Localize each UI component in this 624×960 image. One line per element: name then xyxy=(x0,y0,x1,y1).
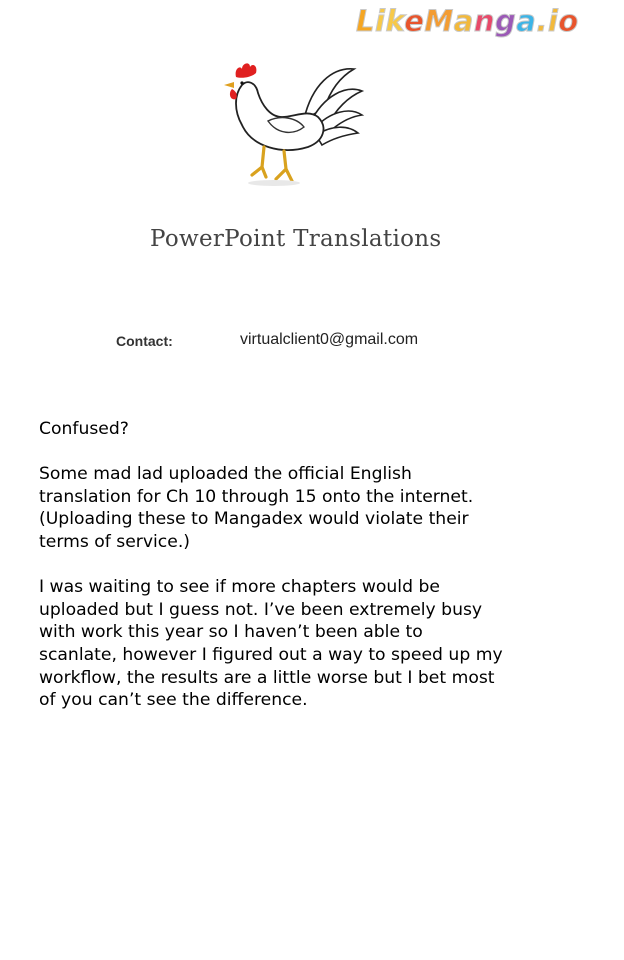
contact-email: virtualclient0@gmail.com xyxy=(240,331,419,348)
watermark-letter: g xyxy=(494,4,517,38)
brand-name: PowerPoint Translations xyxy=(150,226,442,252)
site-watermark xyxy=(356,4,618,44)
paragraph-line: translation for Ch 10 through 15 onto the internet. xyxy=(39,486,474,507)
paragraph-line: (Uploading these to Mangadex would violate their xyxy=(39,509,469,530)
paragraph-line: of you can’t see the difference. xyxy=(39,690,308,711)
watermark-letter: n xyxy=(473,4,495,38)
paragraph-line: uploaded but I guess not. I’ve been extremely busy xyxy=(39,599,483,620)
notice-paragraph-1 xyxy=(39,463,599,553)
paragraph-line: scanlate, however I figured out a way to speed up my xyxy=(39,644,503,665)
watermark-letter: e xyxy=(404,4,425,38)
paragraph-line: Some mad lad uploaded the official English xyxy=(39,464,412,485)
watermark-letter: i xyxy=(547,4,559,38)
watermark-letter: k xyxy=(385,4,405,38)
contact-row xyxy=(116,331,456,353)
paragraph-line: with work this year so I haven’t been able to xyxy=(39,622,423,643)
paragraph-line: workflow, the results are a little worse but I bet most xyxy=(39,667,495,688)
watermark-letter: a xyxy=(453,4,474,38)
notice-heading: Confused? xyxy=(39,419,129,439)
watermark-letter: M xyxy=(424,4,454,38)
notice-paragraph-2 xyxy=(39,576,599,712)
notice-text xyxy=(39,418,599,712)
watermark-letter: i xyxy=(374,4,386,38)
watermark-letter: o xyxy=(558,4,579,38)
paragraph-line: terms of service.) xyxy=(39,531,191,552)
contact-label: Contact: xyxy=(116,333,173,349)
paragraph-line: I was waiting to see if more chapters would be xyxy=(39,577,440,598)
watermark-letter: a xyxy=(516,4,537,38)
watermark-letter: . xyxy=(536,4,548,38)
watermark-letter: L xyxy=(356,4,375,38)
rooster-icon xyxy=(212,55,368,195)
